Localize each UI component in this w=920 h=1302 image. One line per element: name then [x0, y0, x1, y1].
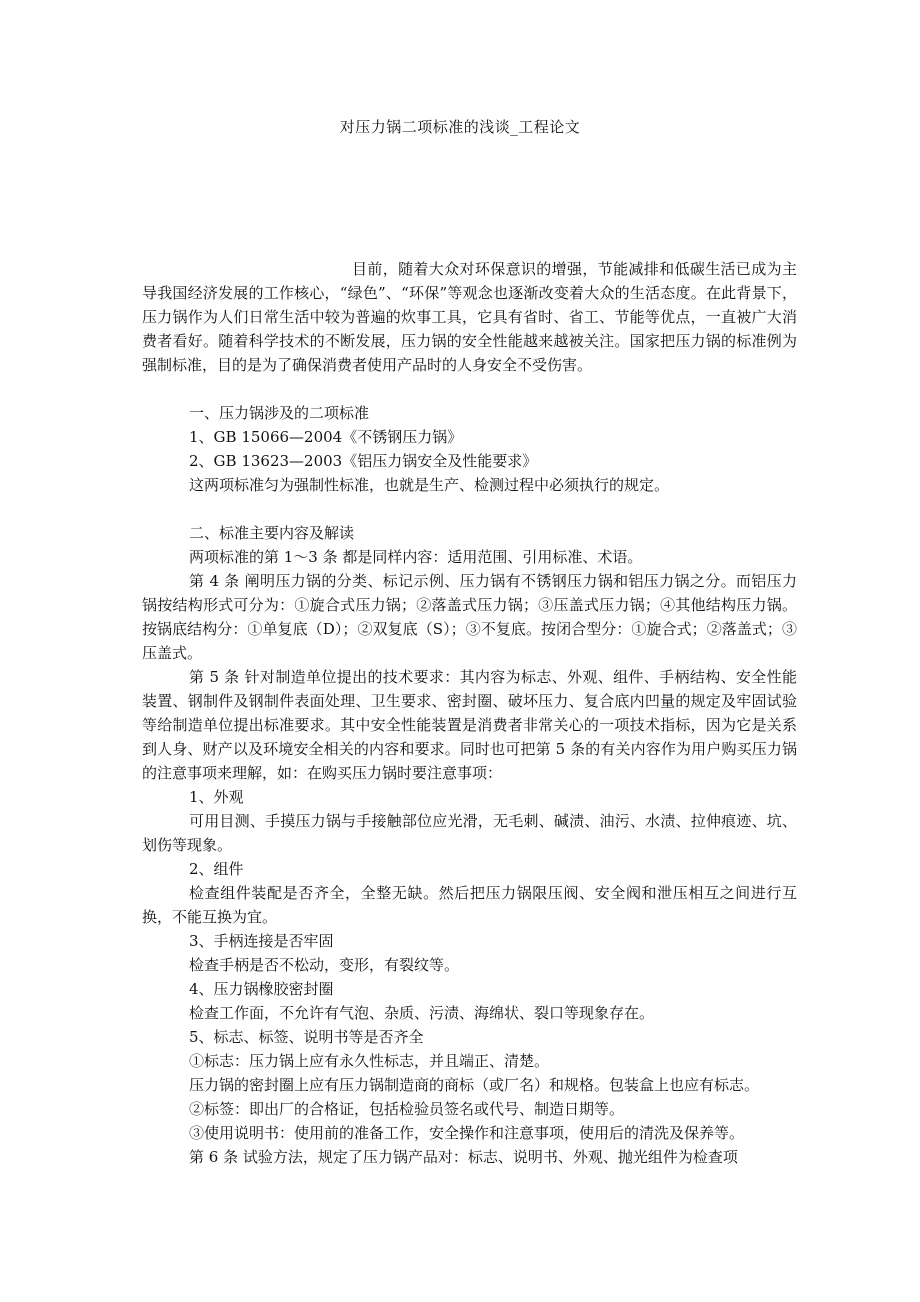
- paragraph: 这两项标准匀为强制性标准，也就是生产、检测过程中必须执行的规定。: [189, 476, 670, 494]
- paragraph: 5、标志、标签、说明书等是否齐全: [189, 1028, 424, 1046]
- paragraph: 两项标准的第 1～3 条 都是同样内容：适用范围、引用标准、术语。: [189, 548, 643, 566]
- paragraph: 压力锅的密封圈上应有压力锅制造商的商标（或厂名）和规格。包装盒上也应有标志。: [189, 1076, 760, 1094]
- paragraph: 2、GB 13623—2003《铝压力锅安全及性能要求》: [189, 452, 538, 470]
- paragraph: 检查手柄是否不松动，变形，有裂纹等。: [189, 956, 460, 974]
- paragraph: 第 6 条 试验方法，规定了压力锅产品对：标志、说明书、外观、抛光组件为检查项: [189, 1148, 738, 1166]
- paragraph: 1、外观: [189, 788, 244, 806]
- paragraph: 4、压力锅橡胶密封圈: [189, 980, 334, 998]
- paragraph: 检查组件装配是否齐全，全整无缺。然后把压力锅限压阀、安全阀和泄压相互之间进行互换，不能互换为宜。: [142, 884, 797, 926]
- paragraph: ②标签：即出厂的合格证，包括检验员签名或代号、制造日期等。: [189, 1100, 625, 1118]
- document-title: 对压力锅二项标准的浅谈_工程论文: [339, 118, 581, 136]
- paragraph: 1、GB 15066—2004《不锈钢压力锅》: [189, 428, 463, 446]
- paragraph: 一、压力锅涉及的二项标准: [189, 404, 370, 422]
- document-body: [142, 257, 797, 1169]
- paragraph: ①标志：压力锅上应有永久性标志，并且端正、清楚。: [189, 1052, 550, 1070]
- paragraph-spacer: [142, 377, 797, 401]
- paragraph: 可用目测、手摸压力锅与手接触部位应光滑，无毛刺、碱渍、油污、水渍、拉伸痕迹、坑、划伤等现象。: [142, 812, 797, 854]
- paragraph: 检查工作面，不允许有气泡、杂质、污渍、海绵状、裂口等现象存在。: [189, 1004, 655, 1022]
- paragraph: 3、手柄连接是否牢固: [189, 932, 334, 950]
- paragraph: 第 4 条 阐明压力锅的分类、标记示例、压力锅有不锈钢压力锅和铝压力锅之分。而铝压力锅按结构形式可分为：①旋合式压力锅；②落盖式压力锅；③压盖式压力锅；④其他结构压力锅。按锅底结构分：①单复底（D）；②双复底（S）；③不复底。按闭合型分：①旋合式；②落盖式；③压盖式。: [142, 572, 797, 662]
- paragraph: 目前，随着大众对环保意识的增强，节能减排和低碳生活已成为主导我国经济发展的工作核心，“绿色”、“环保”等观念也逐渐改变着大众的生活态度。在此背景下，压力锅作为人们日常生活中较为普遍的炊事工具，它具有省时、省工、节能等优点，一直被广大消费者看好。随着科学技术的不断发展，压力锅的安全性能越来越被关注。国家把压力锅的标准例为强制标准，目的是为了确保消费者使用产品时的人身安全不受伤害。: [142, 260, 797, 374]
- paragraph: ③使用说明书：使用前的准备工作，安全操作和注意事项，使用后的清洗及保养等。: [189, 1124, 745, 1142]
- paragraph: 二、标准主要内容及解读: [189, 524, 355, 542]
- paragraph: 第 5 条 针对制造单位提出的技术要求：其内容为标志、外观、组件、手柄结构、安全性能装置、钢制件及钢制件表面处理、卫生要求、密封圈、破坏压力、复合底内凹量的规定及牢固试验等给制造单位提出标准要求。其中安全性能装置是消费者非常关心的一项技术指标，因为它是关系到人身、财产以及环境安全相关的内容和要求。同时也可把第 5 条的有关内容作为用户购买压力锅的注意事项来理解，如：在购买压力锅时要注意事项：: [142, 668, 797, 782]
- paragraph: 2、组件: [189, 860, 244, 878]
- paragraph-spacer: [142, 497, 797, 521]
